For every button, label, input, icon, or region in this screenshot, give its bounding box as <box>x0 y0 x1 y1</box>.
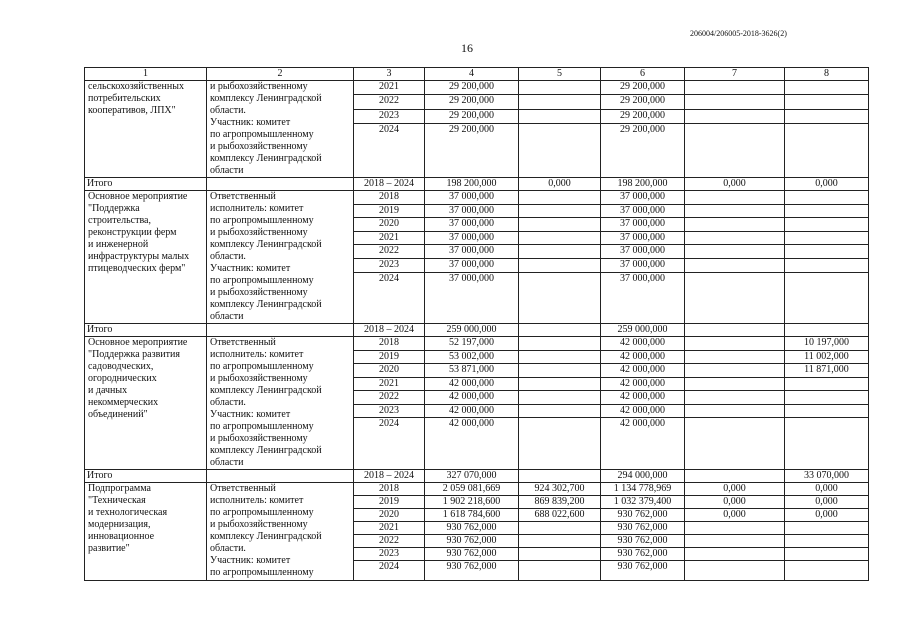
total-amount-cell: 53 871,000 <box>425 364 519 378</box>
column-header-4: 4 <box>425 68 519 81</box>
other-sources-cell: 11 002,000 <box>785 350 869 364</box>
responsible-line: области. <box>210 251 246 262</box>
other-sources-cell <box>785 324 869 337</box>
year-cell: 2022 <box>354 95 425 109</box>
total-amount-cell: 1 902 218,600 <box>425 496 519 509</box>
other-sources-cell <box>785 191 869 205</box>
regional-budget-cell: 930 762,000 <box>601 548 685 561</box>
total-amount-cell: 37 000,000 <box>425 218 519 232</box>
year-cell: 2019 <box>354 350 425 364</box>
other-sources-cell <box>785 81 869 95</box>
federal-budget-cell: 924 302,700 <box>519 483 601 496</box>
other-sources-cell <box>785 522 869 535</box>
local-budget-cell <box>685 377 785 391</box>
activity-name-line: объединений" <box>88 409 148 420</box>
table-row <box>85 483 869 496</box>
federal-budget-cell <box>519 350 601 364</box>
regional-budget-cell: 930 762,000 <box>601 561 685 581</box>
responsible-line: области <box>210 311 244 322</box>
federal-budget-cell <box>519 191 601 205</box>
total-amount-cell: 198 200,000 <box>425 178 519 191</box>
table-row <box>85 337 869 351</box>
local-budget-cell <box>685 535 785 548</box>
federal-budget-cell <box>519 548 601 561</box>
column-header-6: 6 <box>601 68 685 81</box>
local-budget-cell <box>685 272 785 323</box>
regional-budget-cell: 42 000,000 <box>601 391 685 405</box>
total-empty-cell <box>207 324 354 337</box>
local-budget-cell <box>685 81 785 95</box>
regional-budget-cell: 37 000,000 <box>601 204 685 218</box>
responsible-line: исполнитель: комитет <box>210 203 304 214</box>
other-sources-cell: 0,000 <box>785 483 869 496</box>
responsible-line: комплексу Ленинградской <box>210 93 322 104</box>
activity-name-line: садоводческих, <box>88 361 154 372</box>
table-row <box>85 81 869 95</box>
total-amount-cell: 2 059 081,669 <box>425 483 519 496</box>
activity-name-line: и инженерной <box>88 239 149 250</box>
local-budget-cell <box>685 404 785 418</box>
other-sources-cell <box>785 535 869 548</box>
year-cell: 2023 <box>354 259 425 273</box>
activity-name-line: птицеводческих ферм" <box>88 263 186 274</box>
year-cell: 2023 <box>354 404 425 418</box>
year-cell: 2022 <box>354 245 425 259</box>
local-budget-cell <box>685 231 785 245</box>
local-budget-cell: 0,000 <box>685 483 785 496</box>
total-period: 2018 – 2024 <box>354 324 425 337</box>
total-amount-cell: 53 002,000 <box>425 350 519 364</box>
other-sources-cell <box>785 561 869 581</box>
year-cell: 2024 <box>354 418 425 470</box>
other-sources-cell: 0,000 <box>785 509 869 522</box>
total-label: Итого <box>85 178 207 191</box>
activity-name-line: "Поддержка развития <box>88 349 180 360</box>
activity-name-line: развитие" <box>88 543 130 554</box>
federal-budget-cell <box>519 95 601 109</box>
responsible-cell <box>207 191 354 324</box>
responsible-cell <box>207 81 354 178</box>
total-amount-cell: 37 000,000 <box>425 231 519 245</box>
regional-budget-cell: 1 134 778,969 <box>601 483 685 496</box>
column-header-8: 8 <box>785 68 869 81</box>
total-amount-cell: 52 197,000 <box>425 337 519 351</box>
page-number: 16 <box>461 41 473 55</box>
responsible-line: области <box>210 165 244 176</box>
regional-budget-cell: 37 000,000 <box>601 231 685 245</box>
regional-budget-cell: 37 000,000 <box>601 218 685 232</box>
federal-budget-cell <box>519 404 601 418</box>
year-cell: 2021 <box>354 522 425 535</box>
year-cell: 2020 <box>354 218 425 232</box>
activity-name-line: сельскохозяйственных <box>88 81 184 92</box>
regional-budget-cell: 37 000,000 <box>601 259 685 273</box>
responsible-line: по агропромышленному <box>210 215 314 226</box>
total-amount-cell: 29 200,000 <box>425 123 519 177</box>
column-header-3: 3 <box>354 68 425 81</box>
other-sources-cell <box>785 272 869 323</box>
year-cell: 2021 <box>354 81 425 95</box>
year-cell: 2024 <box>354 272 425 323</box>
funding-table <box>84 67 869 581</box>
header-row <box>85 68 869 81</box>
regional-budget-cell: 42 000,000 <box>601 418 685 470</box>
total-period: 2018 – 2024 <box>354 178 425 191</box>
document-id-code: 206004/206005-2018-3626(2) <box>690 29 787 38</box>
regional-budget-cell: 42 000,000 <box>601 377 685 391</box>
column-header-7: 7 <box>685 68 785 81</box>
year-cell: 2023 <box>354 548 425 561</box>
local-budget-cell <box>685 391 785 405</box>
responsible-line: комплексу Ленинградской <box>210 299 322 310</box>
other-sources-cell: 10 197,000 <box>785 337 869 351</box>
total-amount-cell: 1 618 784,600 <box>425 509 519 522</box>
total-amount-cell: 37 000,000 <box>425 272 519 323</box>
activity-name-line: некоммерческих <box>88 397 159 408</box>
responsible-line: по агропромышленному <box>210 129 314 140</box>
activity-name-line: Основное мероприятие <box>88 191 188 202</box>
column-header-5: 5 <box>519 68 601 81</box>
year-cell: 2019 <box>354 204 425 218</box>
year-cell: 2024 <box>354 123 425 177</box>
total-label: Итого <box>85 324 207 337</box>
local-budget-cell <box>685 259 785 273</box>
federal-budget-cell <box>519 337 601 351</box>
local-budget-cell <box>685 350 785 364</box>
year-cell: 2018 <box>354 483 425 496</box>
regional-budget-cell: 259 000,000 <box>601 324 685 337</box>
total-amount-cell: 930 762,000 <box>425 548 519 561</box>
regional-budget-cell: 294 000,000 <box>601 470 685 483</box>
year-cell: 2018 <box>354 337 425 351</box>
activity-name-line: Подпрограмма <box>88 483 151 494</box>
table-row <box>85 191 869 205</box>
activity-name-line: Основное мероприятие <box>88 337 188 348</box>
regional-budget-cell: 42 000,000 <box>601 404 685 418</box>
local-budget-cell <box>685 548 785 561</box>
responsible-line: области. <box>210 105 246 116</box>
local-budget-cell <box>685 204 785 218</box>
total-amount-cell: 42 000,000 <box>425 391 519 405</box>
regional-budget-cell: 198 200,000 <box>601 178 685 191</box>
regional-budget-cell: 42 000,000 <box>601 350 685 364</box>
other-sources-cell <box>785 377 869 391</box>
responsible-line: исполнитель: комитет <box>210 349 304 360</box>
regional-budget-cell: 930 762,000 <box>601 535 685 548</box>
year-cell: 2020 <box>354 509 425 522</box>
total-amount-cell: 930 762,000 <box>425 561 519 581</box>
local-budget-cell <box>685 245 785 259</box>
local-budget-cell <box>685 95 785 109</box>
total-amount-cell: 42 000,000 <box>425 404 519 418</box>
other-sources-cell <box>785 259 869 273</box>
federal-budget-cell <box>519 123 601 177</box>
local-budget-cell <box>685 522 785 535</box>
total-label: Итого <box>85 470 207 483</box>
total-amount-cell: 930 762,000 <box>425 535 519 548</box>
responsible-line: комплексу Ленинградской <box>210 153 322 164</box>
other-sources-cell <box>785 404 869 418</box>
responsible-line: по агропромышленному <box>210 361 314 372</box>
total-row <box>85 470 869 483</box>
other-sources-cell <box>785 95 869 109</box>
responsible-line: и рыбохозяйственному <box>210 433 308 444</box>
regional-budget-cell: 29 200,000 <box>601 95 685 109</box>
total-empty-cell <box>207 470 354 483</box>
regional-budget-cell: 37 000,000 <box>601 191 685 205</box>
total-amount-cell: 259 000,000 <box>425 324 519 337</box>
responsible-line: Ответственный <box>210 337 276 348</box>
activity-name-line: огороднических <box>88 373 157 384</box>
activity-name-line: инфраструктуры малых <box>88 251 190 262</box>
federal-budget-cell <box>519 204 601 218</box>
other-sources-cell <box>785 109 869 123</box>
total-empty-cell <box>207 178 354 191</box>
federal-budget-cell <box>519 391 601 405</box>
other-sources-cell <box>785 218 869 232</box>
local-budget-cell: 0,000 <box>685 496 785 509</box>
activity-name-line: и дачных <box>88 385 128 396</box>
responsible-line: и рыбохозяйственному <box>210 141 308 152</box>
year-cell: 2024 <box>354 561 425 581</box>
responsible-line: Ответственный <box>210 483 276 494</box>
local-budget-cell: 0,000 <box>685 178 785 191</box>
regional-budget-cell: 42 000,000 <box>601 337 685 351</box>
responsible-line: комплексу Ленинградской <box>210 445 322 456</box>
regional-budget-cell: 29 200,000 <box>601 123 685 177</box>
other-sources-cell: 33 070,000 <box>785 470 869 483</box>
local-budget-cell: 0,000 <box>685 509 785 522</box>
responsible-line: области. <box>210 397 246 408</box>
activity-name-line: кооперативов, ЛПХ" <box>88 105 176 116</box>
activity-name-line: "Техническая <box>88 495 146 506</box>
regional-budget-cell: 930 762,000 <box>601 522 685 535</box>
other-sources-cell <box>785 231 869 245</box>
local-budget-cell <box>685 191 785 205</box>
activity-name-line: инновационное <box>88 531 155 542</box>
other-sources-cell <box>785 245 869 259</box>
total-amount-cell: 29 200,000 <box>425 95 519 109</box>
activity-name-line: строительства, <box>88 215 151 226</box>
responsible-line: Участник: комитет <box>210 117 291 128</box>
column-header-1: 1 <box>85 68 207 81</box>
year-cell: 2021 <box>354 377 425 391</box>
responsible-line: по агропромышленному <box>210 507 314 518</box>
total-period: 2018 – 2024 <box>354 470 425 483</box>
other-sources-cell <box>785 418 869 470</box>
total-amount-cell: 37 000,000 <box>425 259 519 273</box>
federal-budget-cell <box>519 377 601 391</box>
activity-name-line: и технологическая <box>88 507 168 518</box>
federal-budget-cell <box>519 259 601 273</box>
activity-name-line: модернизация, <box>88 519 151 530</box>
federal-budget-cell <box>519 470 601 483</box>
federal-budget-cell <box>519 109 601 123</box>
activity-name-cell <box>85 337 207 470</box>
local-budget-cell <box>685 337 785 351</box>
total-amount-cell: 42 000,000 <box>425 377 519 391</box>
activity-name-line: реконструкции ферм <box>88 227 177 238</box>
responsible-line: и рыбохозяйственному <box>210 287 308 298</box>
regional-budget-cell: 1 032 379,400 <box>601 496 685 509</box>
total-amount-cell: 37 000,000 <box>425 204 519 218</box>
regional-budget-cell: 37 000,000 <box>601 245 685 259</box>
responsible-line: исполнитель: комитет <box>210 495 304 506</box>
federal-budget-cell <box>519 81 601 95</box>
local-budget-cell <box>685 561 785 581</box>
federal-budget-cell <box>519 561 601 581</box>
responsible-line: и рыбохозяйственному <box>210 227 308 238</box>
federal-budget-cell <box>519 418 601 470</box>
activity-name-cell <box>85 191 207 324</box>
responsible-line: Участник: комитет <box>210 263 291 274</box>
local-budget-cell <box>685 470 785 483</box>
federal-budget-cell <box>519 324 601 337</box>
federal-budget-cell <box>519 364 601 378</box>
total-amount-cell: 29 200,000 <box>425 109 519 123</box>
responsible-line: по агропромышленному <box>210 421 314 432</box>
local-budget-cell <box>685 218 785 232</box>
federal-budget-cell: 688 022,600 <box>519 509 601 522</box>
total-amount-cell: 29 200,000 <box>425 81 519 95</box>
activity-name-cell <box>85 483 207 581</box>
federal-budget-cell <box>519 218 601 232</box>
regional-budget-cell: 37 000,000 <box>601 272 685 323</box>
federal-budget-cell <box>519 272 601 323</box>
total-row <box>85 178 869 191</box>
total-amount-cell: 327 070,000 <box>425 470 519 483</box>
other-sources-cell: 11 871,000 <box>785 364 869 378</box>
responsible-line: Участник: комитет <box>210 555 291 566</box>
responsible-line: комплексу Ленинградской <box>210 531 322 542</box>
responsible-cell <box>207 483 354 581</box>
regional-budget-cell: 42 000,000 <box>601 364 685 378</box>
responsible-line: и рыбохозяйственному <box>210 519 308 530</box>
responsible-line: по агропромышленному <box>210 567 314 578</box>
regional-budget-cell: 29 200,000 <box>601 109 685 123</box>
activity-name-line: "Поддержка <box>88 203 140 214</box>
other-sources-cell <box>785 548 869 561</box>
responsible-line: комплексу Ленинградской <box>210 239 322 250</box>
responsible-line: по агропромышленному <box>210 275 314 286</box>
other-sources-cell: 0,000 <box>785 178 869 191</box>
local-budget-cell <box>685 123 785 177</box>
responsible-line: и рыбохозяйственному <box>210 373 308 384</box>
year-cell: 2022 <box>354 535 425 548</box>
year-cell: 2022 <box>354 391 425 405</box>
regional-budget-cell: 29 200,000 <box>601 81 685 95</box>
local-budget-cell <box>685 364 785 378</box>
activity-name-line: потребительских <box>88 93 161 104</box>
total-amount-cell: 37 000,000 <box>425 191 519 205</box>
federal-budget-cell <box>519 522 601 535</box>
column-header-2: 2 <box>207 68 354 81</box>
activity-name-cell <box>85 81 207 178</box>
responsible-line: области <box>210 457 244 468</box>
local-budget-cell <box>685 324 785 337</box>
total-amount-cell: 930 762,000 <box>425 522 519 535</box>
federal-budget-cell: 869 839,200 <box>519 496 601 509</box>
federal-budget-cell <box>519 535 601 548</box>
responsible-line: Участник: комитет <box>210 409 291 420</box>
other-sources-cell <box>785 204 869 218</box>
year-cell: 2021 <box>354 231 425 245</box>
year-cell: 2019 <box>354 496 425 509</box>
responsible-line: Ответственный <box>210 191 276 202</box>
total-amount-cell: 37 000,000 <box>425 245 519 259</box>
federal-budget-cell <box>519 231 601 245</box>
other-sources-cell <box>785 123 869 177</box>
regional-budget-cell: 930 762,000 <box>601 509 685 522</box>
local-budget-cell <box>685 109 785 123</box>
local-budget-cell <box>685 418 785 470</box>
federal-budget-cell <box>519 245 601 259</box>
responsible-cell <box>207 337 354 470</box>
total-amount-cell: 42 000,000 <box>425 418 519 470</box>
responsible-line: и рыбохозяйственному <box>210 81 308 92</box>
total-row <box>85 324 869 337</box>
year-cell: 2020 <box>354 364 425 378</box>
other-sources-cell: 0,000 <box>785 496 869 509</box>
other-sources-cell <box>785 391 869 405</box>
responsible-line: комплексу Ленинградской <box>210 385 322 396</box>
responsible-line: области. <box>210 543 246 554</box>
year-cell: 2018 <box>354 191 425 205</box>
year-cell: 2023 <box>354 109 425 123</box>
federal-budget-cell: 0,000 <box>519 178 601 191</box>
